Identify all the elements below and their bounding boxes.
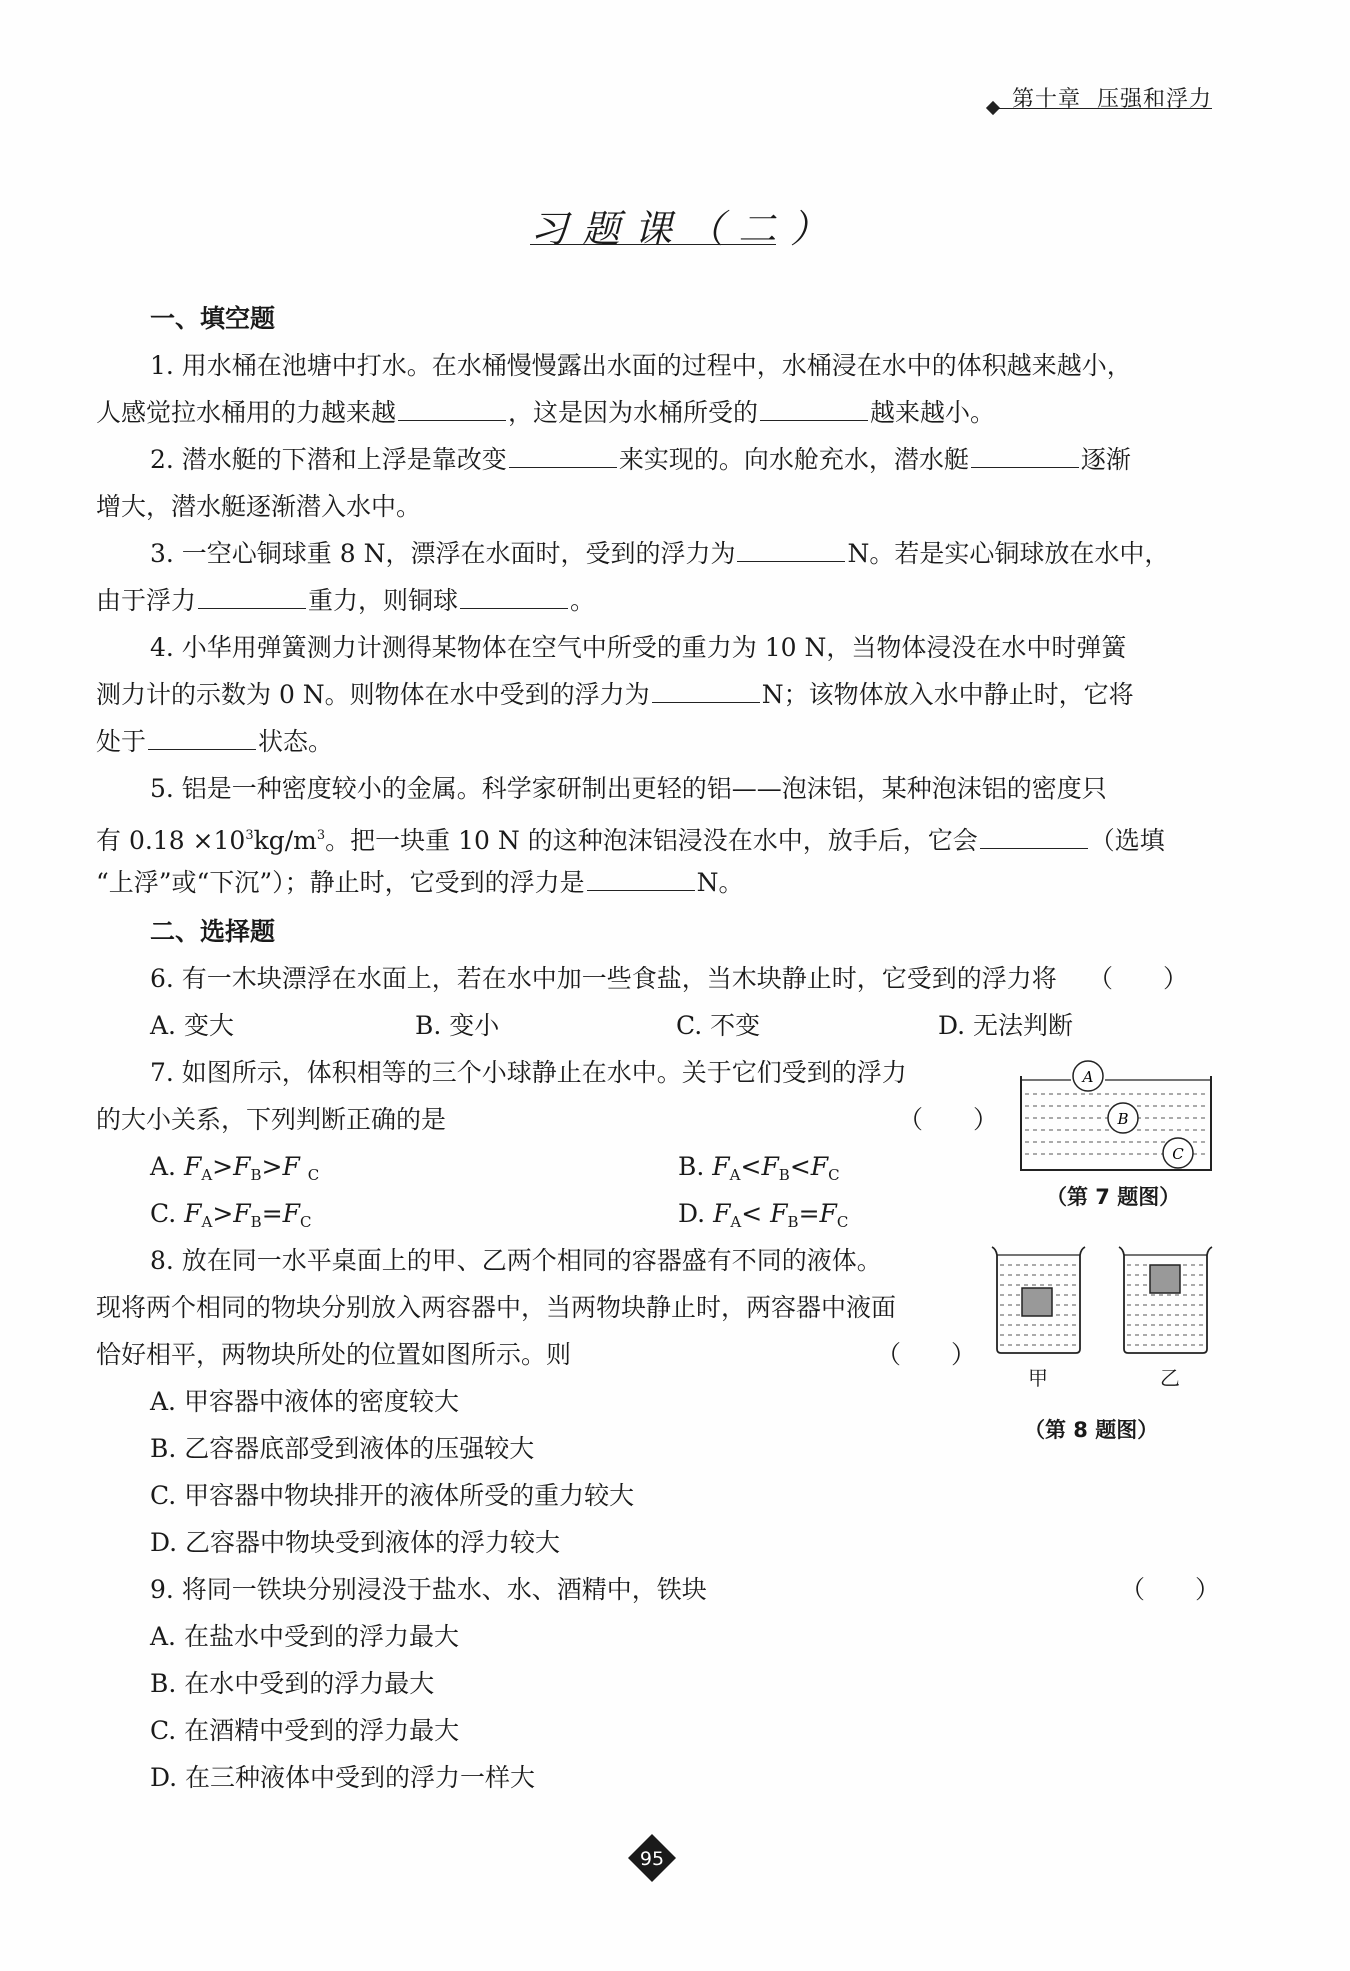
- q1-blank-1[interactable]: [398, 398, 506, 421]
- svg-text:C: C: [1172, 1145, 1184, 1163]
- q9-option-b[interactable]: B. 在水中受到的浮力最大: [150, 1669, 435, 1698]
- q4-line3: 处于 状态。: [96, 727, 334, 756]
- q4-line1: 4. 小华用弹簧测力计测得某物体在空气中所受的重力为 10 N，当物体浸没在水中时弹簧: [150, 633, 1127, 662]
- q5-line3: “上浮”或“下沉”）；静止时，它受到的浮力是 N。: [96, 868, 744, 897]
- label-jia: 甲: [1028, 1366, 1048, 1390]
- svg-text:B: B: [1117, 1110, 1129, 1128]
- chapter-number: 第十章: [1011, 87, 1081, 112]
- page-number-badge: [627, 1833, 677, 1883]
- q4-line2: 测力计的示数为 0 N。则物体在水中受到的浮力为 N；该物体放入水中静止时，它将: [96, 680, 1134, 709]
- svg-text:A: A: [1082, 1068, 1094, 1086]
- q3-blank-1[interactable]: [737, 539, 845, 562]
- block-yi-icon: [1150, 1265, 1180, 1293]
- q2-blank-2[interactable]: [971, 445, 1079, 468]
- q6-stem: 6. 有一木块漂浮在水面上，若在水中加一些食盐，当木块静止时，它受到的浮力将: [150, 964, 1057, 993]
- q6-option-d[interactable]: D. 无法判断: [938, 1011, 1074, 1040]
- q6-option-c[interactable]: C. 不变: [676, 1011, 761, 1040]
- figure-8-containers: [990, 1245, 1220, 1357]
- q8-line2: 现将两个相同的物块分别放入两容器中，当两物块静止时，两容器中液面: [96, 1293, 897, 1322]
- section-heading-fill: 一、填空题: [150, 304, 276, 333]
- q9-answer-paren[interactable]: （ ）: [1120, 1575, 1221, 1604]
- q2-blank-1[interactable]: [509, 445, 617, 468]
- q3-blank-2[interactable]: [198, 586, 306, 609]
- q2-line1: 2. 潜水艇的下潜和上浮是靠改变 来实现的。向水舱充水，潜水艇 逐渐: [150, 445, 1131, 474]
- page-title: 习题课（二）: [530, 207, 843, 251]
- q6-answer-paren[interactable]: （ ）: [1088, 964, 1189, 993]
- container-jia: [992, 1247, 1085, 1353]
- q7-option-d[interactable]: D. $F_A< F_B=F_C$: [678, 1199, 849, 1231]
- q1-line1: 1. 用水桶在池塘中打水。在水桶慢慢露出水面的过程中，水桶浸在水中的体积越来越小，: [150, 351, 1132, 380]
- q8-option-a[interactable]: A. 甲容器中液体的密度较大: [150, 1387, 459, 1416]
- q7-option-a[interactable]: A. $F_A>F_B>F$ $_C$: [150, 1152, 320, 1184]
- q8-option-c[interactable]: C. 甲容器中物块排开的液体所受的重力较大: [150, 1481, 635, 1510]
- q8-answer-paren[interactable]: （ ）: [876, 1340, 977, 1369]
- q5-blank-1[interactable]: [980, 826, 1088, 849]
- header-rule: [996, 108, 1212, 109]
- q3-line1: 3. 一空心铜球重 8 N，漂浮在水面时，受到的浮力为 N。若是实心铜球放在水中，: [150, 539, 1170, 568]
- q9-stem: 9. 将同一铁块分别浸没于盐水、水、酒精中，铁块: [150, 1575, 707, 1604]
- q5-blank-2[interactable]: [587, 868, 695, 891]
- figure-7-tank: [1015, 1060, 1215, 1174]
- q9-option-d[interactable]: D. 在三种液体中受到的浮力一样大: [150, 1763, 536, 1792]
- chapter-topic: 压强和浮力: [1096, 87, 1212, 112]
- q7-line1: 7. 如图所示，体积相等的三个小球静止在水中。关于它们受到的浮力: [150, 1058, 907, 1087]
- figure-8-caption: （第 8 题图）: [1024, 1418, 1159, 1442]
- q5-line1: 5. 铝是一种密度较小的金属。科学家研制出更轻的铝——泡沫铝，某种泡沫铝的密度只: [150, 774, 1107, 803]
- q6-option-a[interactable]: A. 变大: [150, 1011, 234, 1040]
- page-number: 95: [639, 1848, 665, 1870]
- q8-line3: 恰好相平，两物块所处的位置如图所示。则: [96, 1340, 572, 1369]
- q9-option-c[interactable]: C. 在酒精中受到的浮力最大: [150, 1716, 460, 1745]
- q6-option-b[interactable]: B. 变小: [415, 1011, 500, 1040]
- q8-line1: 8. 放在同一水平桌面上的甲、乙两个相同的容器盛有不同的液体。: [150, 1246, 882, 1275]
- q9-option-a[interactable]: A. 在盐水中受到的浮力最大: [150, 1622, 459, 1651]
- q8-option-b[interactable]: B. 乙容器底部受到液体的压强较大: [150, 1434, 535, 1463]
- q3-line2: 由于浮力 重力，则铜球 。: [96, 586, 596, 615]
- block-jia-icon: [1022, 1288, 1052, 1316]
- q4-blank-1[interactable]: [652, 680, 760, 703]
- q2-line2: 增大，潜水艇逐渐潜入水中。: [96, 492, 422, 521]
- q7-line2: 的大小关系，下列判断正确的是: [96, 1105, 447, 1134]
- q3-blank-3[interactable]: [460, 586, 568, 609]
- container-yi: [1119, 1247, 1212, 1353]
- q1-line2: 人感觉拉水桶用的力越来越 ，这是因为水桶所受的 越来越小。: [96, 398, 996, 427]
- q5-line2: 有 $0.18 \times 10^3kg/m^3$。把一块重 10 N 的这种泡沫铝浸没在水中，放手后，它会 （选填: [96, 826, 1165, 855]
- q8-option-d[interactable]: D. 乙容器中物块受到液体的浮力较大: [150, 1528, 561, 1557]
- q1-blank-2[interactable]: [760, 398, 868, 421]
- q7-answer-paren[interactable]: （ ）: [898, 1105, 999, 1134]
- section-heading-choice: 二、选择题: [150, 917, 276, 946]
- q7-option-c[interactable]: C. $F_A>F_B=F_C$: [150, 1199, 312, 1231]
- title-underline: [530, 244, 776, 245]
- q4-blank-2[interactable]: [148, 727, 256, 750]
- q7-option-b[interactable]: B. $F_A<F_B<F_C$: [678, 1152, 840, 1184]
- figure-7-caption: （第 7 题图）: [1046, 1185, 1181, 1209]
- label-yi: 乙: [1160, 1366, 1180, 1390]
